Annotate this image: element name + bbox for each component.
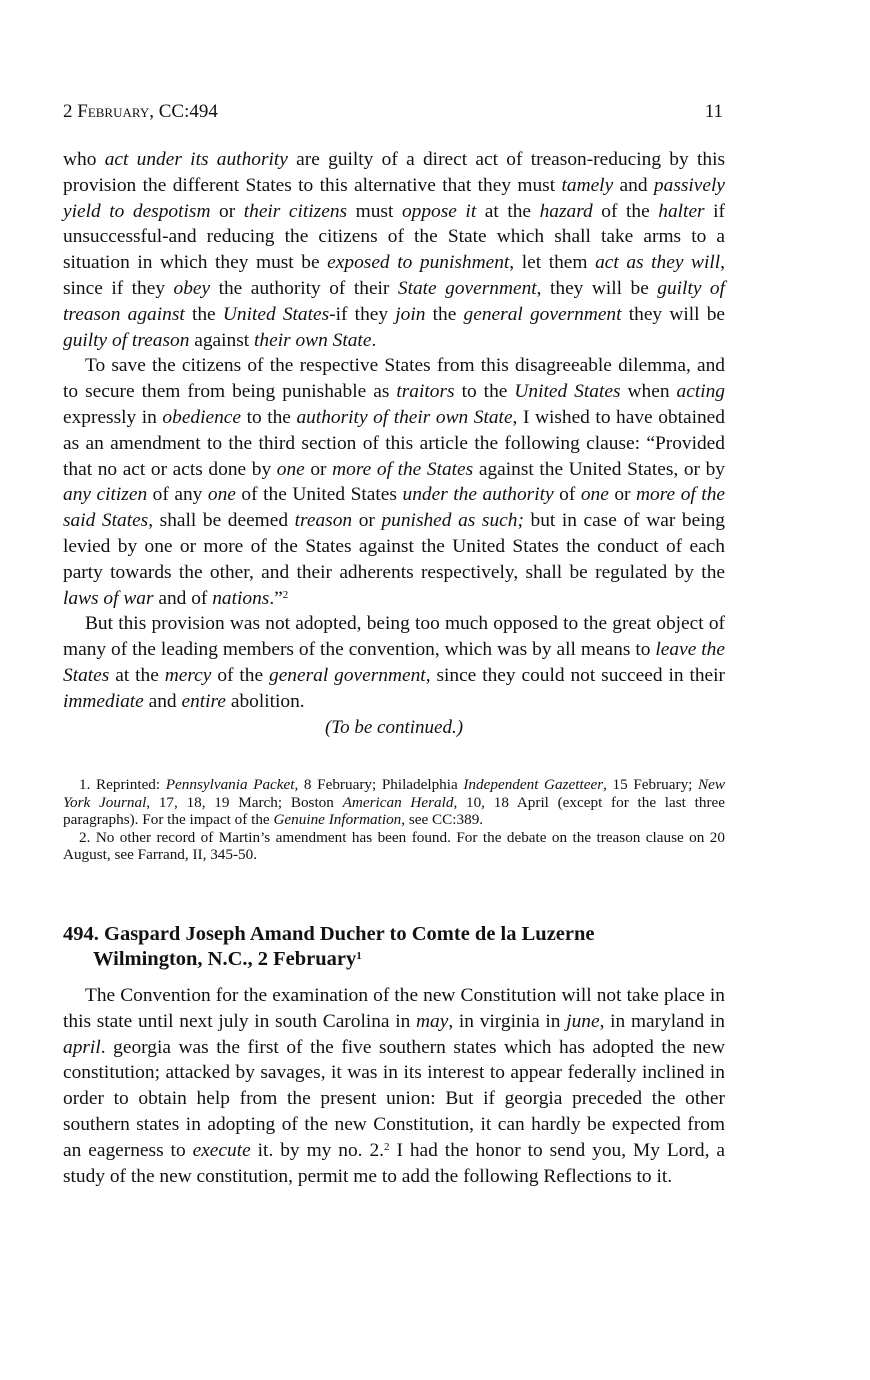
text-run: , 17, 18, 19 March; Boston <box>146 793 343 811</box>
footnote <box>63 829 725 864</box>
document-text <box>63 983 725 1189</box>
text-run: when <box>620 381 677 403</box>
italic-run: act as they will <box>595 252 721 274</box>
paragraph <box>63 983 725 1189</box>
text-run: 1. Reprinted: <box>79 776 166 793</box>
italic-run: Independent Gazetteer <box>463 776 604 793</box>
note-marker: 2 <box>282 588 289 601</box>
text-run: To save the citizens of the respective States from this disagreeable dilemma, and to secure them from being punishable as <box>63 355 725 403</box>
note-marker: 2 <box>384 1140 390 1153</box>
text-run: or <box>352 510 382 532</box>
text-run: , in virginia in <box>448 1010 567 1032</box>
text-run: expressly in <box>63 406 163 428</box>
italic-run: under the authority <box>402 484 554 506</box>
italic-run: more of the said States <box>63 484 725 532</box>
italic-run: mercy <box>164 664 212 686</box>
text-run: . <box>371 329 377 351</box>
text-run: of the United States <box>235 484 403 506</box>
text-run: , shall be deemed <box>148 510 295 532</box>
running-head-title: 2 February, CC:494 <box>63 101 218 122</box>
italic-run: their own State <box>254 329 372 351</box>
italic-run: guilty of treason <box>63 329 190 351</box>
italic-run: State government <box>397 277 537 299</box>
text-run: but in case of war being levied by one or more of the States against the United States the conduct of each party towards the other, and their adherents respectively, shall be regulated by the <box>63 510 725 583</box>
italic-run: treason <box>294 510 353 532</box>
italic-run: obey <box>173 277 211 299</box>
text-run: to the <box>241 406 297 428</box>
italic-run: entire <box>181 690 226 712</box>
text-run: or <box>608 484 637 506</box>
italic-run: act under its authority <box>104 149 288 170</box>
text-run: they will be <box>621 303 725 325</box>
text-run: , in maryland in <box>599 1010 725 1032</box>
italic-run: authority of their own State <box>296 406 513 428</box>
text-run: The Convention for the examination of the new Constitution will not take place in this state until next july in south Carolina in <box>63 985 725 1032</box>
italic-run: nations <box>212 587 270 609</box>
text-run: who <box>63 149 105 170</box>
text-run: . georgia was the first of the five southern states which has adopted the new constitution; attacked by savages, it was in its interest to appear federally inclined in order to obtain help from the present union: But if georgia preceded the other southern states in adopting of the new Constitution, it can hardly be expected from an eagerness to <box>63 1036 725 1161</box>
italic-run: tamely <box>561 174 614 196</box>
italic-run: one <box>276 458 305 480</box>
text-run: the authority of their <box>210 277 398 299</box>
italic-run: exposed to punishment <box>327 252 510 274</box>
italic-run: Pennsylvania Packet <box>165 776 295 793</box>
text-run: of the <box>592 200 659 222</box>
italic-run: New York Journal <box>63 776 726 811</box>
text-run: abolition. <box>226 690 305 712</box>
text-run: and <box>613 174 654 196</box>
italic-run: United States <box>222 303 330 325</box>
italic-run: general government <box>463 303 622 325</box>
text-run: or <box>210 200 244 222</box>
text-run: the <box>184 303 223 325</box>
text-run: of the <box>211 664 269 686</box>
italic-run: acting <box>676 381 725 403</box>
italic-run: immediate <box>63 690 144 712</box>
italic-run: general government <box>269 664 426 686</box>
text-run: are guilty of a direct act of treason-reducing by this provision the different States to this alternative that they must <box>63 149 725 196</box>
italic-run: april <box>63 1036 101 1058</box>
text-run: I had the honor to send you, My Lord, a study of the new constitution, permit me to add the following Reflections to it. <box>63 1139 725 1187</box>
text-run: .” <box>269 587 283 609</box>
text-run: of <box>553 484 581 506</box>
text-run: of any <box>147 484 208 506</box>
italic-run: one <box>580 484 609 506</box>
italic-run: Genuine Information <box>273 811 402 828</box>
text-run: it. by my no. 2. <box>250 1139 385 1161</box>
italic-run: passively yield to despotism <box>63 174 725 222</box>
italic-run: oppose it <box>401 200 477 222</box>
paragraph <box>63 353 725 611</box>
italic-run: United States <box>514 381 621 403</box>
text-run: -if they <box>329 303 396 325</box>
text-run: , 15 February; <box>603 776 699 793</box>
text-run: , 8 February; Philadelphia <box>294 776 464 793</box>
italic-run: traitors <box>396 381 455 403</box>
italic-run: guilty of treason against <box>63 277 725 325</box>
text-run: But this provision was not adopted, being too much opposed to the great object of many of the leading members of the convention, which was by all means to <box>63 613 725 661</box>
text-run: and of <box>153 587 213 609</box>
paragraph <box>63 611 725 714</box>
text-run: or <box>304 458 333 480</box>
italic-run: obedience <box>162 406 242 428</box>
italic-run: hazard <box>539 200 593 222</box>
italic-run: more of the States <box>332 458 474 480</box>
text-run: against the United States, or by <box>473 458 726 480</box>
document-heading <box>63 922 725 972</box>
italic-run: halter <box>658 200 705 222</box>
document-title: 494. Gaspard Joseph Amand Ducher to Comte de la Luzerne Wilmington, N.C., 2 February$^1$ <box>63 923 595 970</box>
italic-run: their citizens <box>243 200 348 222</box>
italic-run: join <box>395 303 426 325</box>
text-run: and <box>143 690 182 712</box>
text-run: , they will be <box>536 277 658 299</box>
text-run: if unsuccessful-and reducing the citizens of the State which shall take arms to a situation in which they must be <box>63 200 726 274</box>
italic-run: punished as such; <box>381 510 524 532</box>
italic-run: may <box>416 1010 449 1032</box>
italic-run: june <box>566 1010 600 1032</box>
main-text <box>63 147 725 740</box>
to-be-continued: (To be continued.) <box>324 716 464 738</box>
italic-run: laws of war <box>63 587 154 609</box>
italic-run: leave the States <box>63 639 725 686</box>
footnotes <box>63 776 725 864</box>
italic-run: one <box>207 484 236 506</box>
running-header <box>63 100 723 124</box>
italic-run: any citizen <box>63 484 148 506</box>
text-run: the <box>425 303 464 325</box>
paragraph <box>63 147 725 353</box>
text-run: to the <box>454 381 515 403</box>
text-run: , 10, 18 April (except for the last three paragraphs). For the impact of the <box>63 793 725 828</box>
text-run: , see CC:389. <box>401 811 484 828</box>
text-run: at the <box>476 200 540 222</box>
footnote <box>63 776 725 829</box>
text-run: , let them <box>509 252 596 274</box>
italic-run: execute <box>192 1139 251 1161</box>
text-run: 2. No other record of Martin’s amendment has been found. For the debate on the treason clause on 20 August, see Farrand, II, 345-50. <box>63 828 725 863</box>
text-run: , I wished to have obtained as an amendment to the third section of this article the following clause: “Provided that no act or acts done by <box>63 406 725 480</box>
text-run: at the <box>109 664 165 686</box>
text-run: against <box>189 329 255 351</box>
italic-run: American Herald <box>342 793 454 811</box>
text-run: must <box>347 200 402 222</box>
text-run: , since if they <box>63 252 725 299</box>
text-run: , since they could not succeed in their <box>425 664 725 686</box>
page-number: 11 <box>704 101 723 122</box>
